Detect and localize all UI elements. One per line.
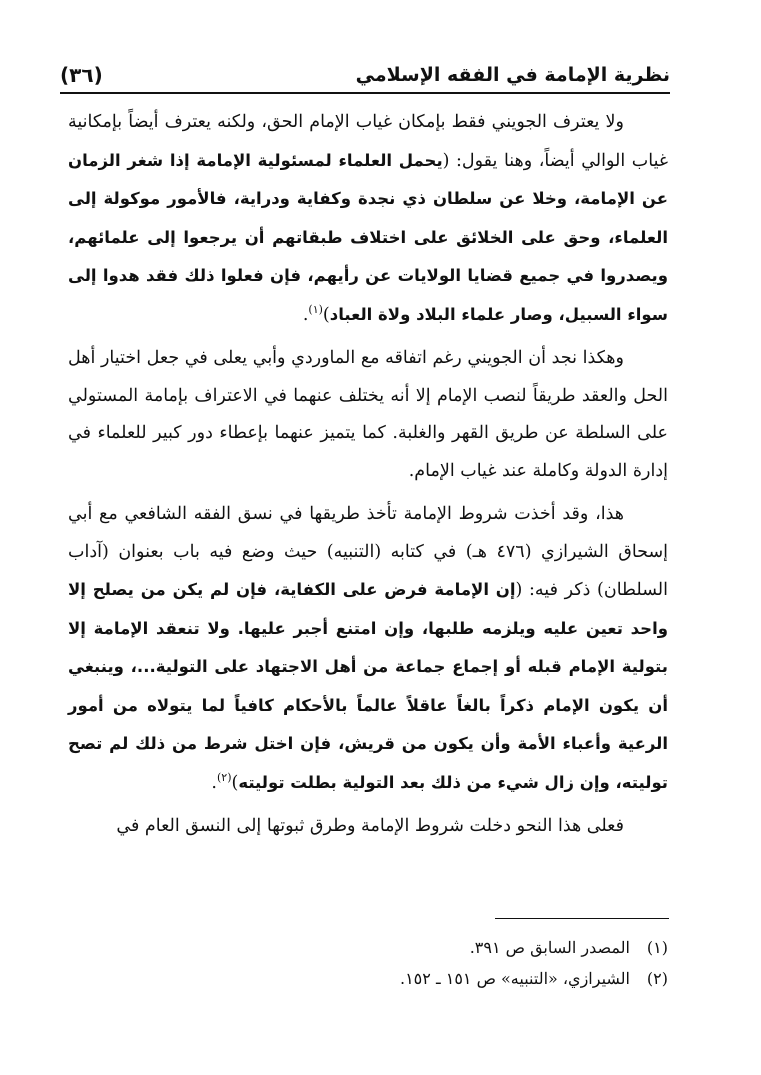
paragraph-1 xyxy=(68,104,668,334)
header-title: نظرية الإمامة في الفقه الإسلامي xyxy=(355,64,670,86)
footnote-text: المصدر السابق ص ٣٩١. xyxy=(469,938,630,957)
paragraph-3-end: . xyxy=(211,772,217,793)
paragraph-4: فعلى هذا النحو دخلت شروط الإمامة وطرق ثبوتها إلى النسق العام في xyxy=(116,816,624,836)
footnote-1 xyxy=(200,932,668,963)
quote-juwayni: يحمل العلماء لمسئولية الإمامة إذا شغر الزمان عن الإمامة، وخلا عن سلطان ذي نجدة وكفاية ودراية، فالأمور موكولة إلى العلماء، وحق على الخلائق على اختلاف طبقاتهم أن يرجعوا إلى علمائهم، ويصدروا في جميع قضايا الولايات عن رأيهم، فإن فعلوا ذلك فقد هدوا إلى سواء السبيل، وصار علماء البلاد ولاة العباد xyxy=(68,150,668,324)
paragraph-3-intro: هذا، وقد أخذت شروط الإمامة تأخذ طريقها في نسق الفقه الشافعي مع أبي إسحاق الشيرازي (٤٧٦ هـ) في كتابه (التنبيه) حيث وضع فيه باب بعنوان (آداب السلطان) ذكر فيه: ( xyxy=(68,504,669,600)
running-header xyxy=(60,58,670,94)
footnote-ref-2: (٢) xyxy=(216,770,232,784)
paragraph-3 xyxy=(68,496,668,802)
paragraph-2: وهكذا نجد أن الجويني رغم اتفاقه مع الماوردي وأبي يعلى في جعل اختيار أهل الحل والعقد طريقاً لنصب الإمام إلا أنه يختلف عنهما في الاعتراف بإمامة المستولي على السلطة عن طريق القهر والغلبة. كما يتميز عنهما بإعطاء دور كبير للعلماء في إدارة الدولة وكاملة عند غياب الإمام. xyxy=(68,348,668,481)
footnotes xyxy=(200,932,668,994)
footnote-number: (٢) xyxy=(646,969,668,988)
footnote-number: (١) xyxy=(646,938,668,957)
page-number: (٣٦) xyxy=(60,63,103,87)
quote-close: ) xyxy=(322,304,330,325)
body-text xyxy=(68,104,668,852)
footnote-text: الشيرازي، «التنبيه» ص ١٥١ ـ ١٥٢. xyxy=(399,969,630,988)
footnote-ref-1: (١) xyxy=(308,302,323,316)
paragraph-1-intro: ولا يعترف الجويني فقط بإمكان غياب الإمام الحق، ولكنه يعترف أيضاً بإمكانية غياب الوالي أيضاً، وهنا يقول: ( xyxy=(68,112,669,171)
paragraph-1-end: . xyxy=(302,304,309,325)
footnote-2 xyxy=(200,963,668,994)
quote-close-2: ) xyxy=(231,772,239,793)
footnote-separator xyxy=(495,918,669,919)
quote-shirazi: إن الإمامة فرض على الكفاية، فإن لم يكن من يصلح إلا واحد تعين عليه ويلزمه طلبها، وإن امتنع أجبر عليها. ولا تنعقد الإمامة إلا بتولية الإمام قبله أو إجماع جماعة من أهل الاجتهاد على التولية...، وينبغي أن يكون الإمام ذكراً بالغاً عاقلاً عالماً بالأحكام كافياً لما يتولاه من أمور الرعية وأعباء الأمة وأن يكون من قريش، فإن اختل شرط من ذلك لم تصح توليته، وإن زال شيء من ذلك بعد التولية بطلت توليته xyxy=(68,580,668,792)
